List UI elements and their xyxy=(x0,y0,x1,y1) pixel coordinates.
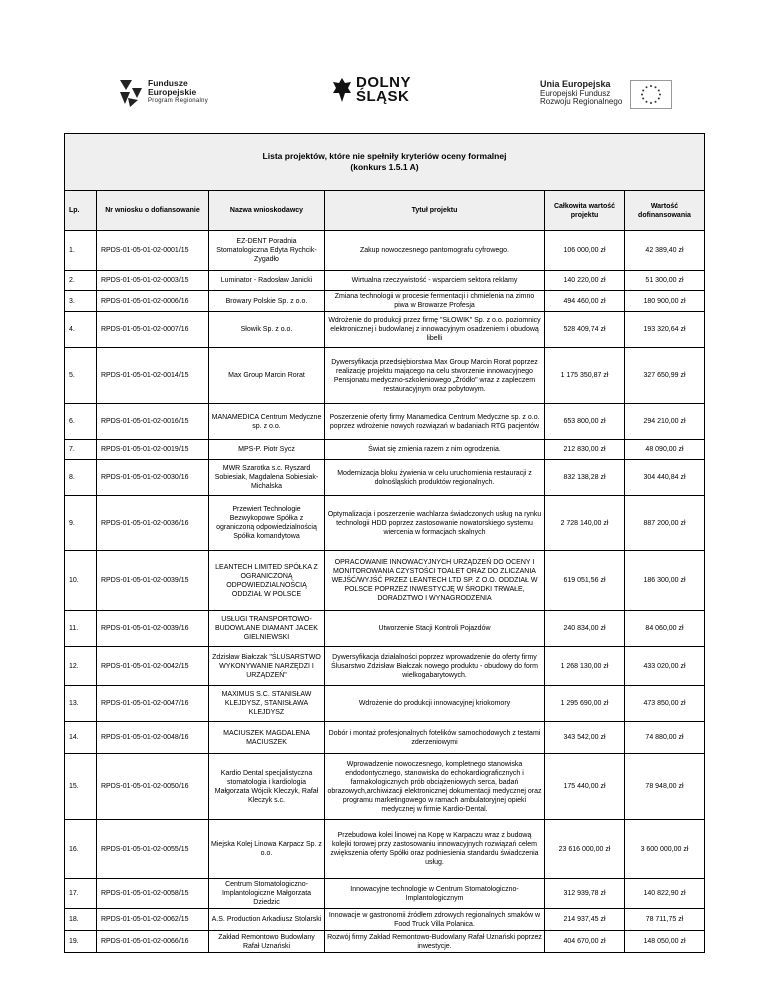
cell-total: 312 939,78 zł xyxy=(545,879,625,909)
cell-nr: RPDS-01-05-01-02-0066/16 xyxy=(97,931,209,953)
cell-title: Wdrożenie do produkcji przez firmę "SŁOWIK" Sp. z o.o. poziomnicy elektronicznej i budowlanej z innowacyjnym osadzeniem i obudową libelli xyxy=(325,312,545,348)
cell-nr: RPDS-01-05-01-02-0014/15 xyxy=(97,348,209,404)
cell-title: Przebudowa kolei linowej na Kopę w Karpaczu wraz z budową kolejki torowej przy zastosowaniu innowacyjnych rozwiązań celem zwiększenia oferty Spółki oraz podniesienia standardu świadczenia usług. xyxy=(325,820,545,879)
table-row xyxy=(65,271,705,291)
cell-title: Utworzenie Stacji Kontroli Pojazdów xyxy=(325,611,545,647)
cell-lp: 16. xyxy=(65,820,97,879)
cell-name: USŁUGI TRANSPORTOWO-BUDOWLANE DIAMANT JACEK GIELNIEWSKI xyxy=(209,611,325,647)
ue-line2: Europejski Fundusz xyxy=(540,88,611,98)
cell-title: Rozwój firmy Zakład Remontowo-Budowlany Rafał Uznański poprzez inwestycje. xyxy=(325,931,545,953)
cell-title: Zmiana technologii w procesie fermentacji i chmielenia na zimno piwa w Browarze Profesja xyxy=(325,291,545,312)
table-row xyxy=(65,496,705,551)
cell-funding: 74 880,00 zł xyxy=(625,722,705,754)
cell-funding: 473 850,00 zł xyxy=(625,686,705,722)
table-row xyxy=(65,754,705,820)
cell-name: EZ-DENT Poradnia Stomatologiczna Edyta Rychcik-Zygadło xyxy=(209,231,325,271)
table-row xyxy=(65,909,705,931)
cell-lp: 18. xyxy=(65,909,97,931)
cell-total: 343 542,00 zł xyxy=(545,722,625,754)
cell-total: 494 460,00 zł xyxy=(545,291,625,312)
cell-nr: RPDS-01-05-01-02-0019/15 xyxy=(97,440,209,460)
table-title: Lista projektów, które nie spełniły kryteriów oceny formalnej xyxy=(262,151,507,161)
logo-bar xyxy=(0,70,768,120)
table-row xyxy=(65,879,705,909)
cell-name: Browary Polskie Sp. z o.o. xyxy=(209,291,325,312)
header-total: Całkowita wartość projektu xyxy=(545,191,625,231)
table-row xyxy=(65,722,705,754)
cell-lp: 5. xyxy=(65,348,97,404)
cell-nr: RPDS-01-05-01-02-0007/16 xyxy=(97,312,209,348)
cell-total: 1 175 350,87 zł xyxy=(545,348,625,404)
cell-funding: 51 300,00 zł xyxy=(625,271,705,291)
cell-lp: 13. xyxy=(65,686,97,722)
fundusze-europejskie-logo xyxy=(118,76,208,108)
table-row xyxy=(65,404,705,440)
table-row xyxy=(65,686,705,722)
table-row xyxy=(65,460,705,496)
cell-nr: RPDS-01-05-01-02-0030/16 xyxy=(97,460,209,496)
cell-nr: RPDS-01-05-01-02-0036/16 xyxy=(97,496,209,551)
header-lp: Lp. xyxy=(65,191,97,231)
table-title-cell xyxy=(65,134,705,191)
cell-funding: 48 090,00 zł xyxy=(625,440,705,460)
cell-title: Świat się zmienia razem z nim ogrodzenia. xyxy=(325,440,545,460)
ue-line1: Unia Europejska xyxy=(540,79,611,89)
cell-nr: RPDS-01-05-01-02-0003/15 xyxy=(97,271,209,291)
cell-name: Centrum Stomatologiczno-Implantologiczne Małgorzata Dziedzic xyxy=(209,879,325,909)
cell-title: Wprowadzenie nowoczesnego, kompletnego stanowiska endodontycznego, stanowiska do echokardiograficznych i farmakologicznych prób obciążeniowych serca, badań obrazowych,archiwizacji elektronicznej dokumentacji medycznej oraz programu marketingowego w ramach ambulatoryjnej opieki medycznej w firmie Kardio-Dental. xyxy=(325,754,545,820)
cell-title: Innowacje w gastronomii źródłem zdrowych regionalnych smaków w Food Truck Villa Polanica. xyxy=(325,909,545,931)
cell-total: 212 830,00 zł xyxy=(545,440,625,460)
cell-total: 175 440,00 zł xyxy=(545,754,625,820)
cell-nr: RPDS-01-05-01-02-0016/15 xyxy=(97,404,209,440)
cell-funding: 84 060,00 zł xyxy=(625,611,705,647)
cell-lp: 6. xyxy=(65,404,97,440)
cell-name: MWR Szarotka s.c. Ryszard Sobiesiak, Magdalena Sobiesiak-Michalska xyxy=(209,460,325,496)
table-row xyxy=(65,312,705,348)
cell-title: OPRACOWANIE INNOWACYJNYCH URZĄDZEŃ DO OCENY I MONITOROWANIA CZYSTOŚCI TOALET ORAZ DO ZLICZANIA WEJŚĆ/WYJŚĆ PRZEZ LEANTECH LTD SP. Z O.O. ODDZIAŁ W POLSCE POPRZEZ INWESTYCJĘ W ŚRODKI TRWAŁE, DORADZTWO I WYNAGRODZENIA xyxy=(325,551,545,611)
cell-nr: RPDS-01-05-01-02-0058/15 xyxy=(97,879,209,909)
cell-name: Kardio Dental specjalistyczna stomatologia i kardiologia Małgorzata Wójcik Kleczyk, Rafał Kleczyk s.c. xyxy=(209,754,325,820)
cell-funding: 42 389,40 zł xyxy=(625,231,705,271)
table-row xyxy=(65,647,705,686)
cell-nr: RPDS-01-05-01-02-0050/16 xyxy=(97,754,209,820)
eagle-icon xyxy=(332,77,352,103)
table-row xyxy=(65,611,705,647)
cell-funding: 78 948,00 zł xyxy=(625,754,705,820)
cell-name: MANAMEDICA Centrum Medyczne sp. z o.o. xyxy=(209,404,325,440)
cell-funding: 304 440,84 zł xyxy=(625,460,705,496)
cell-name: Miejska Kolej Linowa Karpacz Sp. z o.o. xyxy=(209,820,325,879)
cell-funding: 78 711,75 zł xyxy=(625,909,705,931)
cell-title: Optymalizacja i poszerzenie wachlarza świadczonych usług na rynku technologii HDD poprzez zastosowanie nowatorskiego systemu wiercenia w formacjach skalnych xyxy=(325,496,545,551)
cell-funding: 186 300,00 zł xyxy=(625,551,705,611)
cell-name: Luminator - Radosław Janicki xyxy=(209,271,325,291)
cell-nr: RPDS-01-05-01-02-0062/15 xyxy=(97,909,209,931)
cell-nr: RPDS-01-05-01-02-0048/16 xyxy=(97,722,209,754)
cell-nr: RPDS-01-05-01-02-0047/16 xyxy=(97,686,209,722)
ue-line3: Rozwoju Regionalnego xyxy=(540,97,623,106)
cell-total: 240 834,00 zł xyxy=(545,611,625,647)
cell-total: 1 295 690,00 zł xyxy=(545,686,625,722)
cell-lp: 10. xyxy=(65,551,97,611)
cell-total: 214 937,45 zł xyxy=(545,909,625,931)
table-row xyxy=(65,440,705,460)
cell-funding: 148 050,00 zł xyxy=(625,931,705,953)
cell-funding: 433 020,00 zł xyxy=(625,647,705,686)
cell-lp: 11. xyxy=(65,611,97,647)
fe-line2: Europejskie xyxy=(148,86,197,97)
cell-name: MAXIMUS S.C. STANISŁAW KLEJDYSZ, STANISŁAWA KLEJDYSZ xyxy=(209,686,325,722)
cell-title: Dywersyfikacja przedsiębiorstwa Max Group Marcin Rorat poprzez realizację projektu mającego na celu stworzenie innowacyjnego Pensjonatu medyczno-szkoleniowego „Źródło" wraz z zapleczem restauracyjnym oraz pobytowym. xyxy=(325,348,545,404)
cell-name: Zakład Remontowo Budowlany Rafał Uznański xyxy=(209,931,325,953)
cell-funding: 327 650,99 zł xyxy=(625,348,705,404)
cell-lp: 12. xyxy=(65,647,97,686)
cell-nr: RPDS-01-05-01-02-0042/15 xyxy=(97,647,209,686)
cell-name: LEANTECH LIMITED SPÓŁKA Z OGRANICZONĄ ODPOWIEDZIALNOŚCIĄ ODDZIAŁ W POLSCE xyxy=(209,551,325,611)
table-row xyxy=(65,231,705,271)
cell-title: Modernizacja bloku żywienia w celu uruchomienia restauracji z dolnośląskich produktów regionalnych. xyxy=(325,460,545,496)
cell-title: Dobór i montaż profesjonalnych fotelików samochodowych z testami zderzeniowymi xyxy=(325,722,545,754)
cell-lp: 14. xyxy=(65,722,97,754)
unia-europejska-logo xyxy=(540,80,672,109)
table-body xyxy=(65,231,705,953)
header-title: Tytuł projektu xyxy=(325,191,545,231)
cell-total: 832 138,28 zł xyxy=(545,460,625,496)
cell-funding: 180 900,00 zł xyxy=(625,291,705,312)
header-nr: Nr wniosku o dofiansowanie xyxy=(97,191,209,231)
dolny-slask-logo xyxy=(332,76,411,104)
cell-lp: 8. xyxy=(65,460,97,496)
cell-funding: 887 200,00 zł xyxy=(625,496,705,551)
cell-title: Zakup nowoczesnego pantomografu cyfrowego. xyxy=(325,231,545,271)
ds-line2: ŚLĄSK xyxy=(356,88,410,105)
table-row xyxy=(65,291,705,312)
fe-star-icon xyxy=(118,76,144,108)
table-row xyxy=(65,931,705,953)
cell-nr: RPDS-01-05-01-02-0006/16 xyxy=(97,291,209,312)
cell-total: 2 728 140,00 zł xyxy=(545,496,625,551)
cell-total: 140 220,00 zł xyxy=(545,271,625,291)
cell-total: 619 051,56 zł xyxy=(545,551,625,611)
header-name: Nazwa wnioskodawcy xyxy=(209,191,325,231)
cell-nr: RPDS-01-05-01-02-0001/15 xyxy=(97,231,209,271)
cell-total: 106 000,00 zł xyxy=(545,231,625,271)
eu-flag-icon xyxy=(630,80,672,109)
cell-title: Wdrożenie do produkcji innowacyjnej kriokomory xyxy=(325,686,545,722)
cell-funding: 193 320,64 zł xyxy=(625,312,705,348)
table-row xyxy=(65,820,705,879)
cell-name: Przewiert Technologie Bezwykopowe Spółka z ograniczoną odpowiedzialnością Spółka komandytowa xyxy=(209,496,325,551)
table-title-row xyxy=(65,134,705,191)
fe-line3: Program Regionalny xyxy=(148,97,209,104)
cell-lp: 19. xyxy=(65,931,97,953)
table-row xyxy=(65,348,705,404)
table-row xyxy=(65,551,705,611)
cell-lp: 7. xyxy=(65,440,97,460)
cell-name: Max Group Marcin Rorat xyxy=(209,348,325,404)
projects-table xyxy=(64,133,705,953)
cell-lp: 9. xyxy=(65,496,97,551)
cell-total: 653 800,00 zł xyxy=(545,404,625,440)
cell-title: Innowacyjne technologie w Centrum Stomatologiczno-Implantologicznym xyxy=(325,879,545,909)
cell-total: 404 670,00 zł xyxy=(545,931,625,953)
fe-line1: Fundusze xyxy=(148,77,188,88)
cell-total: 23 616 000,00 zł xyxy=(545,820,625,879)
cell-name: MPS-P. Piotr Sycz xyxy=(209,440,325,460)
cell-lp: 2. xyxy=(65,271,97,291)
cell-title: Dywersyfikacja działalności poprzez wprowadzenie do oferty firmy Ślusarstwo Zdzisław Białczak nowego produktu - obudowy do form wielkogabarytowych. xyxy=(325,647,545,686)
cell-name: A.S. Production Arkadiusz Stolarski xyxy=(209,909,325,931)
cell-lp: 1. xyxy=(65,231,97,271)
cell-total: 528 409,74 zł xyxy=(545,312,625,348)
cell-title: Wirtualna rzeczywistość - wsparciem sektora reklamy xyxy=(325,271,545,291)
cell-name: Zdzisław Białczak "ŚLUSARSTWO WYKONYWANIE NARZĘDZI I URZĄDZEŃ" xyxy=(209,647,325,686)
cell-lp: 4. xyxy=(65,312,97,348)
cell-lp: 15. xyxy=(65,754,97,820)
header-funding: Wartość dofinansowania xyxy=(625,191,705,231)
cell-funding: 294 210,00 zł xyxy=(625,404,705,440)
cell-funding: 140 822,90 zł xyxy=(625,879,705,909)
cell-nr: RPDS-01-05-01-02-0039/16 xyxy=(97,611,209,647)
cell-lp: 17. xyxy=(65,879,97,909)
header-row xyxy=(65,191,705,231)
ds-line1: DOLNY xyxy=(356,74,411,91)
cell-name: Słowik Sp. z o.o. xyxy=(209,312,325,348)
cell-total: 1 268 130,00 zł xyxy=(545,647,625,686)
cell-nr: RPDS-01-05-01-02-0055/15 xyxy=(97,820,209,879)
cell-nr: RPDS-01-05-01-02-0039/15 xyxy=(97,551,209,611)
cell-lp: 3. xyxy=(65,291,97,312)
cell-funding: 3 600 000,00 zł xyxy=(625,820,705,879)
table-subtitle: (konkurs 1.5.1 A) xyxy=(350,162,419,172)
cell-name: MACIUSZEK MAGDALENA MACIUSZEK xyxy=(209,722,325,754)
cell-title: Poszerzenie oferty firmy Manamedica Centrum Medyczne sp. z o.o. poprzez wdrożenie nowych rozwiązań w badaniach RTG pacjentów xyxy=(325,404,545,440)
